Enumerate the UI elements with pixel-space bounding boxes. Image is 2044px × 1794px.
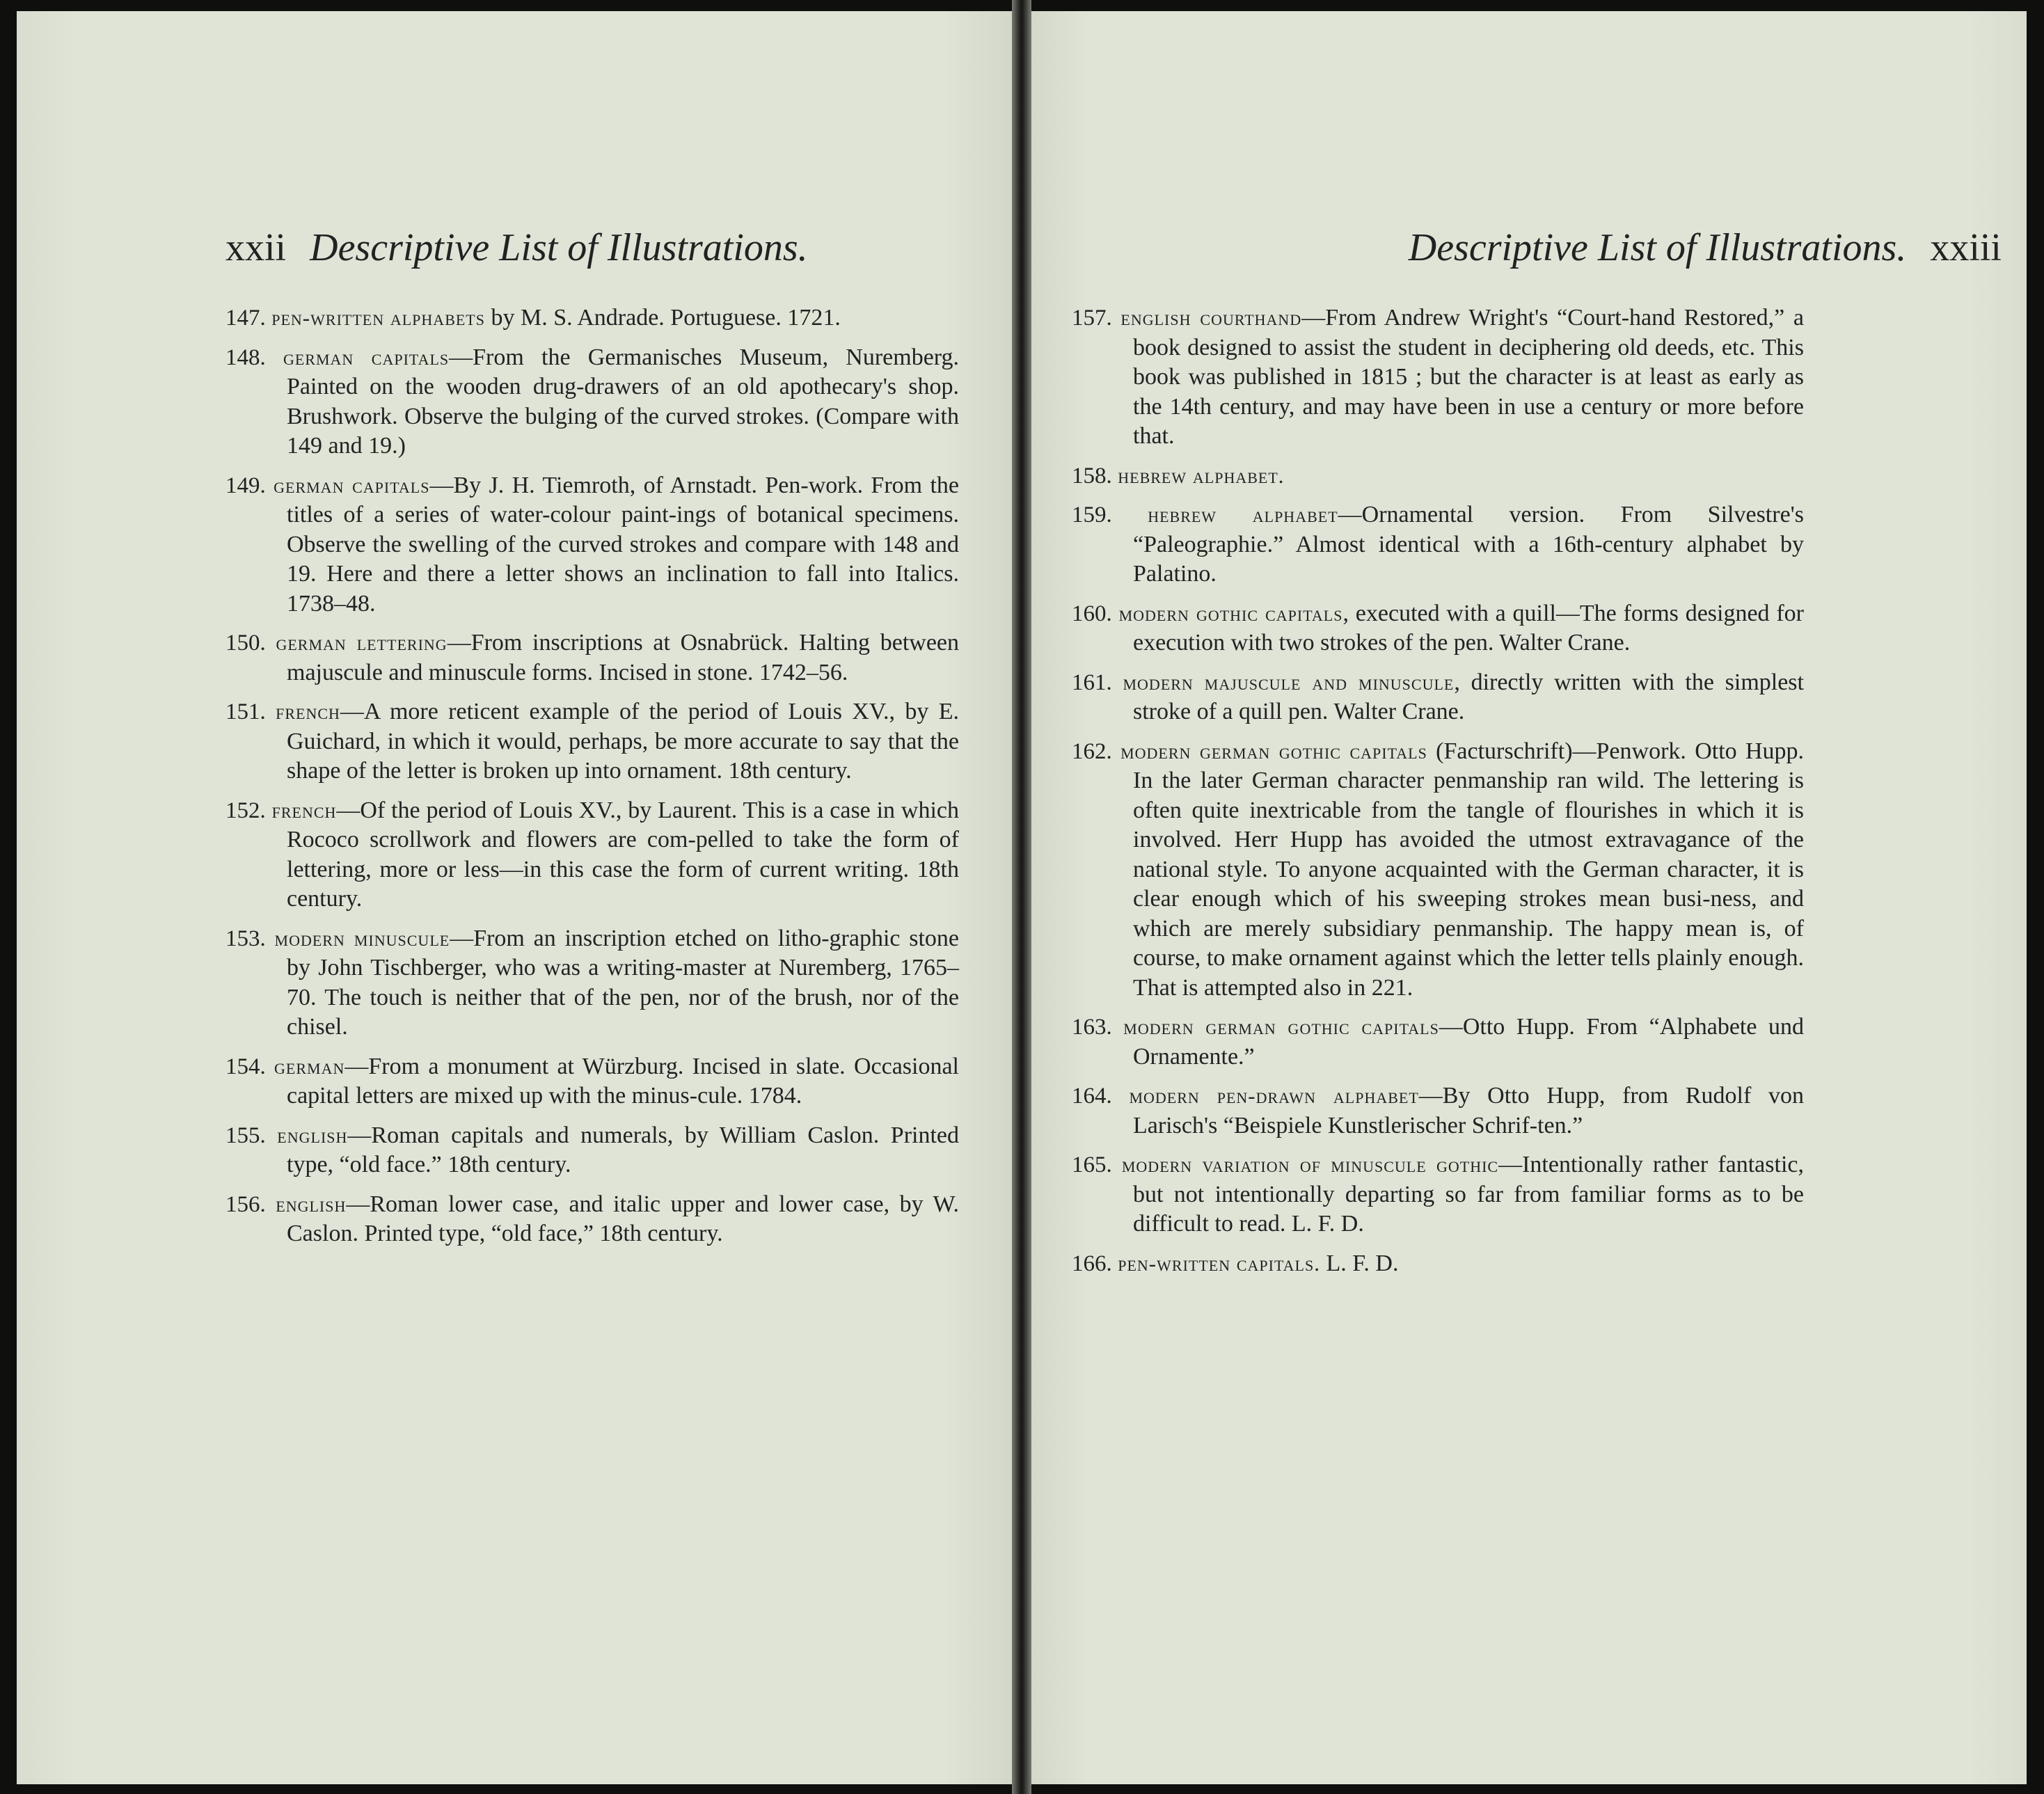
entry-number: 152.: [225, 797, 266, 823]
entry-text: —Intentionally rather fantastic, but not intentionally departing so far from familiar forms as to be difficult to read. L. F. D.: [1133, 1152, 1804, 1237]
list-entry: [1072, 1150, 1804, 1239]
list-entry: [1072, 599, 1804, 658]
list-entry: [1072, 1081, 1804, 1141]
entry-heading: modern minuscule: [274, 926, 450, 951]
entry-text: —By J. H. Tiemroth, of Arnstadt. Pen-work. From the titles of a series of water-colour paint-ings of botanical specimens. Observe the swelling of the curved strokes and compare with 148 and 19. Here and there a letter shows an inclination to fall into Italics. 1738–48.: [287, 472, 960, 617]
list-entry: [225, 924, 959, 1042]
list-entry: [1072, 461, 1804, 491]
entry-number: 153.: [225, 926, 266, 951]
entry-heading: french: [271, 797, 337, 823]
entry-text: —From Andrew Wright's “Court-hand Restored,” a book designed to assist the student in deciphering old deeds, etc. This book was published in 1815 ; but the character is at least as early as the 14th century, and may have been in use a century or more before that.: [1133, 305, 1804, 449]
entry-heading: pen-written capitals.: [1118, 1251, 1320, 1276]
entry-text: —Of the period of Louis XV., by Laurent. This is a case in which Rococo scrollwork and flowers are com-pelled to take the form of lettering, more or less—in this case the form of current writing. 18th century.: [287, 797, 959, 912]
entry-text: —From the Germanisches Museum, Nuremberg. Painted on the wooden drug-drawers of an old apothecary's shop. Brushwork. Observe the bulging of the curved strokes. (Compare with 149 and 19.): [287, 344, 960, 459]
list-entry: [1072, 737, 1804, 1003]
list-entry: [1072, 668, 1804, 727]
entry-number: 162.: [1072, 738, 1112, 764]
entry-number: 149.: [225, 473, 266, 498]
entry-heading: modern majuscule and minuscule: [1123, 669, 1455, 694]
entry-heading: english: [276, 1191, 347, 1216]
entry-text: —From an inscription etched on litho-graphic stone by John Tischberger, who was a writing-master at Nuremberg, 1765–70. The touch is neither that of the pen, nor of the brush, nor of the chisel.: [287, 925, 960, 1040]
entry-number: 155.: [225, 1122, 266, 1148]
entry-heading: german lettering: [276, 630, 447, 655]
page-header: [225, 220, 808, 276]
entry-heading: modern gothic capitals: [1118, 601, 1343, 626]
list-entry: [1072, 1013, 1804, 1072]
folio: xxiii: [1930, 226, 2002, 269]
entry-number: 161.: [1072, 669, 1112, 695]
list-entry: [225, 1052, 959, 1111]
running-title: Descriptive List of Illustrations.: [1408, 226, 1907, 269]
list-entry: [225, 697, 959, 786]
entry-heading: french: [276, 699, 340, 724]
entry-number: 154.: [225, 1054, 266, 1079]
entry-text: —Otto Hupp. From “Alphabete und Ornamente.”: [1133, 1014, 1804, 1070]
list-entry: [225, 343, 959, 461]
right-page: [1031, 11, 2027, 1784]
list-entry: [1072, 1249, 1804, 1279]
book-gutter: [1012, 0, 1031, 1794]
entry-number: 160.: [1072, 601, 1112, 626]
list-entry: [225, 303, 959, 333]
entry-text: —By Otto Hupp, from Rudolf von Larisch's “Beispiele Kunstlerischer Schrif-ten.”: [1133, 1083, 1804, 1138]
entry-text: , directly written with the simplest stroke of a quill pen. Walter Crane.: [1133, 669, 1804, 724]
entry-heading: english courthand: [1120, 305, 1302, 330]
entry-number: 163.: [1072, 1015, 1112, 1040]
entry-heading: modern german gothic capitals: [1123, 1015, 1439, 1039]
folio: xxii: [225, 226, 287, 269]
entry-text: by M. S. Andrade. Portuguese. 1721.: [484, 305, 841, 331]
entry-heading: modern german gothic capitals: [1120, 738, 1427, 763]
list-entry: [225, 1190, 959, 1249]
entry-heading: german capitals: [283, 344, 450, 370]
running-title: Descriptive List of Illustrations.: [310, 226, 808, 269]
entry-number: 159.: [1072, 502, 1112, 527]
entry-number: 150.: [225, 630, 266, 656]
list-entry: [225, 471, 959, 619]
entry-text: L. F. D.: [1320, 1250, 1399, 1276]
entry-heading: english: [277, 1122, 348, 1148]
entry-text: —A more reticent example of the period of Louis XV., by E. Guichard, in which it would, perhaps, be more accurate to say that the shape of the letter is broken up into ornament. 18th century.: [287, 699, 960, 784]
entry-heading: hebrew alphabet: [1148, 502, 1338, 527]
entry-heading: modern pen-drawn alphabet: [1129, 1083, 1419, 1108]
list-entry: [1072, 303, 1804, 452]
list-entry: [225, 628, 959, 688]
entry-number: 151.: [225, 699, 266, 724]
entry-text: —From inscriptions at Osnabrück. Halting between majuscule and minuscule forms. Incised in stone. 1742–56.: [287, 630, 960, 685]
entry-heading: german capitals: [274, 473, 430, 498]
list-entry: [225, 1121, 959, 1180]
entry-number: 164.: [1072, 1083, 1112, 1109]
page-header: [1409, 220, 2002, 276]
entry-number: 156.: [225, 1191, 266, 1217]
entry-number: 158.: [1072, 463, 1112, 489]
entry-number: 166.: [1072, 1251, 1112, 1276]
entry-text: —Ornamental version. From Silvestre's “Paleographie.” Almost identical with a 16th-century alphabet by Palatino.: [1133, 502, 1805, 587]
entry-text: (Facturschrift)—Penwork. Otto Hupp. In the later German character penmanship ran wild. The lettering is often quite inextricable from the tangle of flourishes in which it is involved. Herr Hupp has avoided the utmost extravagance of the national style. To anyone acquainted with the German character, it is clear enough which of his sweeping strokes mean busi-ness, and which are merely subsidiary penmanship. The happy mean is, of course, to make ornament against which the letter tells plainly enough. That is attempted also in 221.: [1133, 738, 1805, 1001]
entry-heading: german: [274, 1054, 345, 1079]
entry-number: 147.: [225, 305, 266, 331]
entry-text: —Roman capitals and numerals, by William Caslon. Printed type, “old face.” 18th century.: [287, 1122, 960, 1177]
entry-number: 157.: [1072, 305, 1112, 331]
entry-text: —From a monument at Würzburg. Incised in slate. Occasional capital letters are mixed up with the minus-cule. 1784.: [287, 1053, 960, 1109]
entry-text: , executed with a quill—The forms designed for execution with two strokes of the pen. Walter Crane.: [1133, 600, 1804, 656]
entry-heading: modern variation of minuscule gothic: [1121, 1152, 1499, 1177]
list-entry: [225, 796, 959, 914]
left-page: [17, 11, 1012, 1784]
illustration-list: [1072, 303, 1804, 1288]
entry-number: 148.: [225, 344, 266, 370]
entry-number: 165.: [1072, 1152, 1112, 1177]
list-entry: [1072, 500, 1804, 589]
entry-heading: hebrew alphabet.: [1118, 463, 1285, 488]
illustration-list: [225, 303, 959, 1259]
entry-heading: pen-written alphabets: [271, 305, 485, 330]
entry-text: —Roman lower case, and italic upper and lower case, by W. Caslon. Printed type, “old face,” 18th century.: [287, 1191, 959, 1246]
